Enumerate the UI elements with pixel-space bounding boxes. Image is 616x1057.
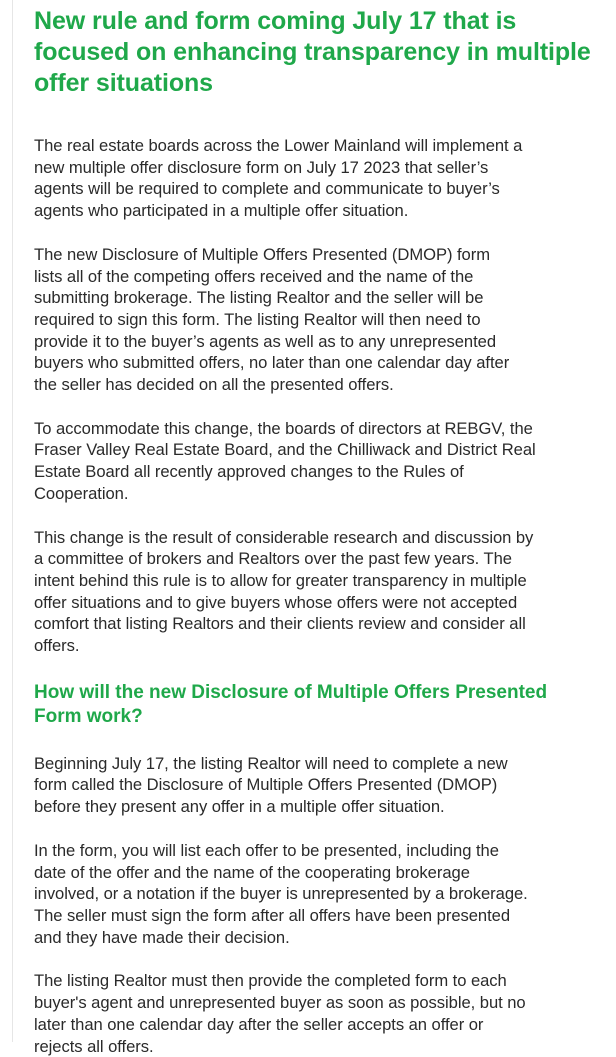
text-line: date of the offer and the name of the cooperating brokerage [34, 862, 606, 884]
text-line: involved, or a notation if the buyer is unrepresented by a brokerage. [34, 883, 606, 905]
text-line: provide it to the buyer’s agents as well as to any unrepresented [34, 331, 606, 353]
title-line: focused on enhancing transparency in multiple [34, 37, 606, 68]
text-line: rejects all offers. [34, 1036, 606, 1057]
text-line: agents will be required to complete and communicate to buyer’s [34, 178, 606, 200]
text-line: required to sign this form. The listing Realtor will then need to [34, 309, 606, 331]
text-line: Fraser Valley Real Estate Board, and the Chilliwack and District Real [34, 439, 606, 461]
text-line: lists all of the competing offers received and the name of the [34, 266, 606, 288]
text-line: To accommodate this change, the boards of directors at REBGV, the [34, 418, 606, 440]
text-line: The seller must sign the form after all offers have been presented [34, 905, 606, 927]
subheading-line: Form work? [34, 705, 606, 729]
text-line: The real estate boards across the Lower Mainland will implement a [34, 135, 606, 157]
paragraph [34, 753, 606, 818]
text-line: This change is the result of considerable research and discussion by [34, 527, 606, 549]
paragraph [34, 970, 606, 1057]
text-line: before they present any offer in a multiple offer situation. [34, 796, 606, 818]
paragraph [34, 418, 606, 505]
text-line: intent behind this rule is to allow for greater transparency in multiple [34, 570, 606, 592]
text-line: submitting brokerage. The listing Realtor and the seller will be [34, 287, 606, 309]
paragraph [34, 135, 606, 222]
text-line: form called the Disclosure of Multiple Offers Presented (DMOP) [34, 774, 606, 796]
subheading-line: How will the new Disclosure of Multiple Offers Presented [34, 681, 606, 705]
text-line: new multiple offer disclosure form on July 17 2023 that seller’s [34, 157, 606, 179]
text-line: Estate Board all recently approved changes to the Rules of [34, 461, 606, 483]
text-line: offers. [34, 635, 606, 657]
article-content [34, 6, 606, 1057]
text-line: buyers who submitted offers, no later than one calendar day after [34, 352, 606, 374]
paragraph [34, 244, 606, 396]
title-line: offer situations [34, 68, 606, 99]
text-line: offer situations and to give buyers whose offers were not accepted [34, 592, 606, 614]
article-title [34, 6, 606, 99]
paragraph [34, 840, 606, 949]
text-line: buyer's agent and unrepresented buyer as soon as possible, but no [34, 992, 606, 1014]
text-line: The new Disclosure of Multiple Offers Presented (DMOP) form [34, 244, 606, 266]
text-line: the seller has decided on all the presented offers. [34, 374, 606, 396]
section-subheading [34, 681, 606, 729]
text-line: a committee of brokers and Realtors over the past few years. The [34, 548, 606, 570]
text-line: comfort that listing Realtors and their clients review and consider all [34, 613, 606, 635]
paragraph [34, 527, 606, 657]
left-divider [12, 0, 13, 1042]
text-line: later than one calendar day after the seller accepts an offer or [34, 1014, 606, 1036]
text-line: and they have made their decision. [34, 927, 606, 949]
text-line: In the form, you will list each offer to be presented, including the [34, 840, 606, 862]
text-line: Beginning July 17, the listing Realtor will need to complete a new [34, 753, 606, 775]
text-line: Cooperation. [34, 483, 606, 505]
text-line: The listing Realtor must then provide the completed form to each [34, 970, 606, 992]
title-line: New rule and form coming July 17 that is [34, 6, 606, 37]
text-line: agents who participated in a multiple offer situation. [34, 200, 606, 222]
